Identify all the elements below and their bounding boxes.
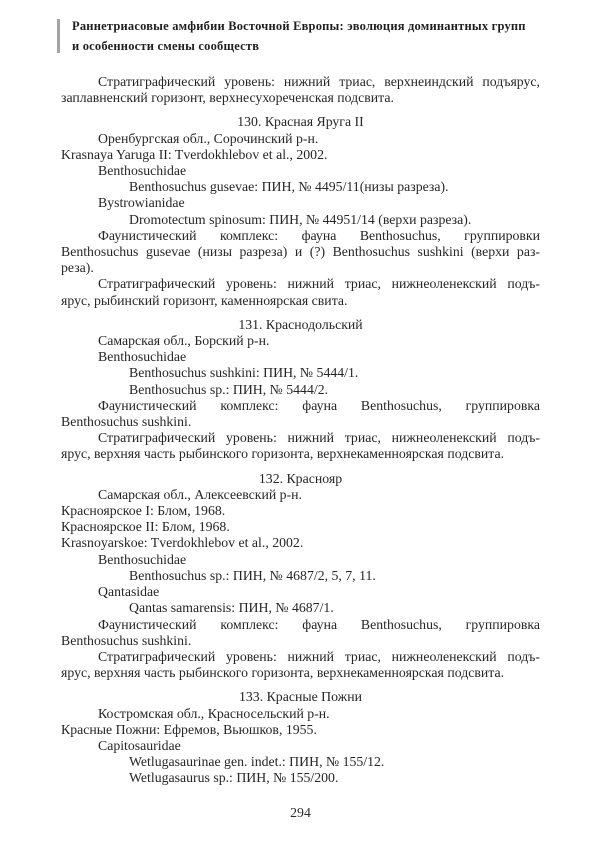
text-line: Krasnaya Yaruga II: Tverdokhlebov et al., 2002. [61, 146, 328, 162]
text-line: ярус, верхняя часть рыбинского горизонта, верхнекаменноярская подсвита. [61, 446, 505, 462]
text-line: Benthosuchus sp.: ПИН, № 5444/2. [129, 381, 329, 397]
text-line: Capitosauridae [98, 737, 181, 753]
text-line: Benthosuchus sp.: ПИН, № 4687/2, 5, 7, 11. [129, 567, 376, 583]
text-line: Красные Пожни: Ефремов, Вьюшков, 1955. [61, 721, 317, 737]
text-line: Benthosuchus gusevae (низы разреза) и (?) Benthosuchus sushkini (верхи раз- [61, 244, 540, 260]
text-line: Красноярское II: Блом, 1968. [61, 519, 230, 535]
text-line: Стратиграфический уровень: нижний триас, нижнеоленекский подъ- [98, 276, 540, 292]
text-line: ярус, верхняя часть рыбинского горизонта, верхнекаменноярская подсвита. [61, 665, 505, 681]
text-line: Qantas samarensis: ПИН, № 4687/1. [129, 600, 334, 616]
running-header-line1: Раннетриасовые амфибии Восточной Европы: эволюция доминантных групп [72, 19, 526, 33]
section-heading: 130. Красная Яруга II [237, 114, 364, 130]
text-line: Bystrowianidae [98, 195, 185, 211]
text-line: ярус, рыбинский горизонт, каменноярская свита. [61, 292, 348, 308]
section-heading: 133. Красные Пожни [239, 689, 362, 705]
text-line: Стратиграфический уровень: нижний триас, нижнеоленекский подъ- [98, 430, 540, 446]
text-line: Фаунистический комплекс: фауна Benthosuchus, группировка [98, 616, 540, 632]
section-heading: 132. Краснояр [258, 470, 343, 486]
text-line: Фаунистический комплекс: фауна Benthosuchus, группировка [98, 397, 540, 413]
text-line: Benthosuchus sushkini: ПИН, № 5444/1. [129, 365, 359, 381]
text-line: Фаунистический комплекс: фауна Benthosuchus, группировки [98, 227, 540, 243]
text-line: Красноярское I: Блом, 1968. [61, 503, 226, 519]
running-header-text [72, 17, 526, 56]
text-line: Самарская обл., Борский р-н. [98, 333, 270, 349]
running-header [57, 17, 540, 56]
text-line: Benthosuchus gusevae: ПИН, № 4495/11(низы разреза). [129, 179, 449, 195]
header-rule-bar [57, 19, 60, 53]
text-line: Костромская обл., Красносельский р-н. [98, 705, 330, 721]
text-line: Dromotectum spinosum: ПИН, № 44951/14 (верхи разреза). [129, 211, 472, 227]
text-line: Стратиграфический уровень: нижний триас, нижнеоленекский подъ- [98, 648, 540, 664]
text-line: Benthosuchus sushkini. [61, 632, 192, 648]
text-line: Benthosuchidae [98, 349, 187, 365]
text-line: реза). [61, 260, 94, 276]
running-header-line2: и особенности смены сообществ [72, 38, 260, 53]
text-line: Qantasidae [98, 584, 160, 600]
text-line: Оренбургская обл., Сорочинский р-н. [98, 130, 319, 146]
section-heading: 131. Краснодольский [238, 316, 363, 332]
text-line: Krasnoyarskoe: Tverdokhlebov et al., 2002. [61, 535, 304, 551]
page-body [61, 74, 540, 787]
text-line: Benthosuchus sushkini. [61, 414, 192, 430]
text-line: заплавненский горизонт, верхнесухореченская подсвита. [61, 90, 394, 106]
text-line: Wetlugasaurus sp.: ПИН, № 155/200. [129, 770, 339, 786]
text-line: Wetlugasaurinae gen. indet.: ПИН, № 155/12. [129, 754, 385, 770]
text-line: Benthosuchidae [98, 551, 187, 567]
text-line: Стратиграфический уровень: нижний триас, верхнеиндский подъярус, [98, 74, 540, 89]
text-line: Benthosuchidae [98, 163, 187, 179]
page-number: 294 [290, 804, 311, 820]
text-line: Самарская обл., Алексеевский р-н. [98, 486, 303, 502]
